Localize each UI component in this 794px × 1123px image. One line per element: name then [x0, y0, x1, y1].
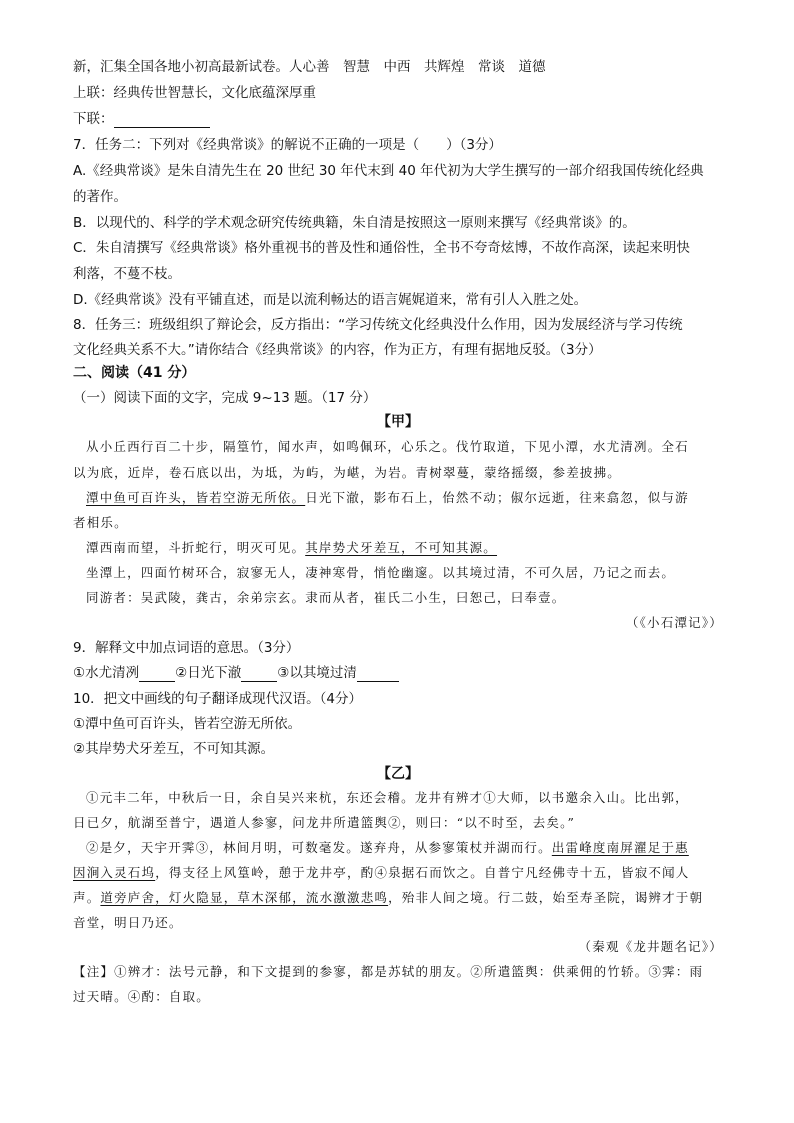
section-heading: 二、阅读（41 分）: [73, 365, 196, 381]
passage-yi-p2-line4: 音堂，明日乃还。: [73, 915, 183, 930]
option-a-line2: 的著作。: [73, 189, 127, 205]
question-9-items: ①水尤清冽 ②日光下澈 ③以其境过清: [73, 664, 399, 682]
underlined-sentence-3b: 因涧入灵石坞: [73, 865, 156, 880]
question-10-item-1: ①潭中鱼可百许头，皆若空游无所依。: [73, 716, 302, 732]
passage-jia-source: （《小石潭记》）: [625, 615, 723, 630]
passage-jia-p2-line1: 潭中鱼可百许头，皆若空游无所依。日光下澈，影布石上，佁然不动；俶尔远逝，往来翕忽，似与游: [86, 490, 689, 505]
question-8-line1: 8．任务三：班级组织了辩论会，反方指出：“学习传统文化经典没什么作用，因为发展经济与学习传统: [73, 317, 683, 333]
option-c-line2: 利落，不蔓不枝。: [73, 266, 181, 282]
option-c-line1: C．朱自清撰写《经典常谈》格外重视书的普及性和通俗性，全书不夸奇炫博，不故作高深，读起来明快: [73, 240, 690, 256]
answer-blank[interactable]: [139, 667, 175, 682]
passage-jia-label: 【甲】: [377, 414, 419, 430]
question-9: 9．解释文中加点词语的意思。（3分）: [73, 640, 300, 656]
underlined-sentence-2: 其岸势犬牙差互，不可知其源。: [305, 540, 498, 555]
option-d: D.《经典常谈》没有平铺直述，而是以流利畅达的语言娓娓道来，常有引人入胜之处。: [73, 292, 588, 308]
question-10: 10．把文中画线的句子翻译成现代汉语。（4分）: [73, 691, 363, 707]
question-10-item-2: ②其岸势犬牙差互，不可知其源。: [73, 741, 275, 757]
passage-yi-p2-line1: ②是夕，天宇开霁③，林间月明，可数毫发。遂弃舟，从参寥策杖并湖而行。出雷峰度南屏濯足于惠: [86, 840, 689, 855]
passage-yi-p2-line2: 因涧入灵石坞，得支径上风篁岭，憩于龙井亭，酌④泉据石而饮之。自普宁凡经佛寺十五，皆寂不闻人: [73, 865, 690, 880]
intro-line: 新，汇集全国各地小初高最新试卷。人心善 智慧 中西 共辉煌 常谈 道德: [73, 59, 546, 75]
option-a-line1: A.《经典常谈》是朱自清先生在 20 世纪 30 年代末到 40 年代初为大学生撰写的一部介绍我国传统化经典: [73, 163, 704, 179]
passage-jia-p3: 潭西南而望，斗折蛇行，明灭可见。其岸势犬牙差互，不可知其源。: [86, 540, 498, 555]
subsection-heading: （一）阅读下面的文字，完成 9~13 题。（17 分）: [73, 390, 377, 406]
passage-jia-p2-line2: 者相乐。: [73, 515, 128, 530]
notes-line1: 【注】①辨才：法号元静，和下文提到的参寥，都是苏轼的朋友。②所遣篮舆：供乘佣的竹轿。③霁：雨: [73, 964, 704, 979]
passage-jia-p1-line2: 以为底，近岸，卷石底以出，为坻，为屿，为嵁，为岩。青树翠蔓，蒙络摇缀，参差披拂。: [73, 465, 622, 480]
option-b: B．以现代的、科学的学术观念研究传统典籍，朱自清是按照这一原则来撰写《经典常谈》的。: [73, 215, 636, 231]
passage-yi-p1-line1: ①元丰二年，中秋后一日，余自吴兴来杭，东还会稽。龙井有辨才①大师，以书邀余入山。比出郭，: [86, 790, 689, 805]
answer-blank[interactable]: [357, 667, 399, 682]
answer-blank[interactable]: [241, 667, 277, 682]
couplet-upper: 上联：经典传世智慧长，文化底蕴深厚重: [73, 85, 316, 101]
passage-jia-p4: 坐潭上，四面竹树环合，寂寥无人，凄神寒骨，悄怆幽邃。以其境过清，不可久居，乃记之而去。: [86, 565, 676, 580]
passage-jia-p1-line1: 从小丘西行百二十步，隔篁竹，闻水声，如鸣佩环，心乐之。伐竹取道，下见小潭，水尤清冽。全石: [86, 439, 689, 454]
underlined-sentence-1: 潭中鱼可百许头，皆若空游无所依。: [86, 490, 306, 505]
notes-line2: 过天晴。④酌：自取。: [73, 989, 211, 1004]
underlined-sentence-3a: 出雷峰度南屏濯足于惠: [551, 840, 689, 855]
passage-yi-source: （秦观《龙井题名记》）: [578, 939, 723, 954]
question-8-line2: 文化经典关系不大。”请你结合《经典常谈》的内容，作为正方，有理有据地反驳。（3分）: [73, 342, 602, 358]
passage-yi-p1-line2: 日已夕，航湖至普宁，遇道人参寥，问龙井所遣篮舆②，则曰：“以不时至，去矣。”: [73, 815, 576, 830]
passage-yi-p2-line3: 声。道旁庐舍，灯火隐显，草木深郁，流水激激悲鸣，殆非人间之境。行二鼓，始至寿圣院，谒辨才于朝: [73, 890, 704, 905]
question-7: 7．任务二：下列对《经典常谈》的解说不正确的一项是（ ）（3分）: [73, 137, 502, 153]
couplet-lower: 下联：: [73, 110, 210, 128]
answer-blank[interactable]: [114, 113, 210, 128]
passage-yi-label: 【乙】: [377, 766, 419, 782]
underlined-sentence-4: 道旁庐舍，灯火隐显，草木深郁，流水激激悲鸣: [100, 890, 389, 905]
passage-jia-p5: 同游者：吴武陵，龚古，余弟宗玄。隶而从者，崔氏二小生，曰恕己，曰奉壹。: [86, 590, 566, 605]
